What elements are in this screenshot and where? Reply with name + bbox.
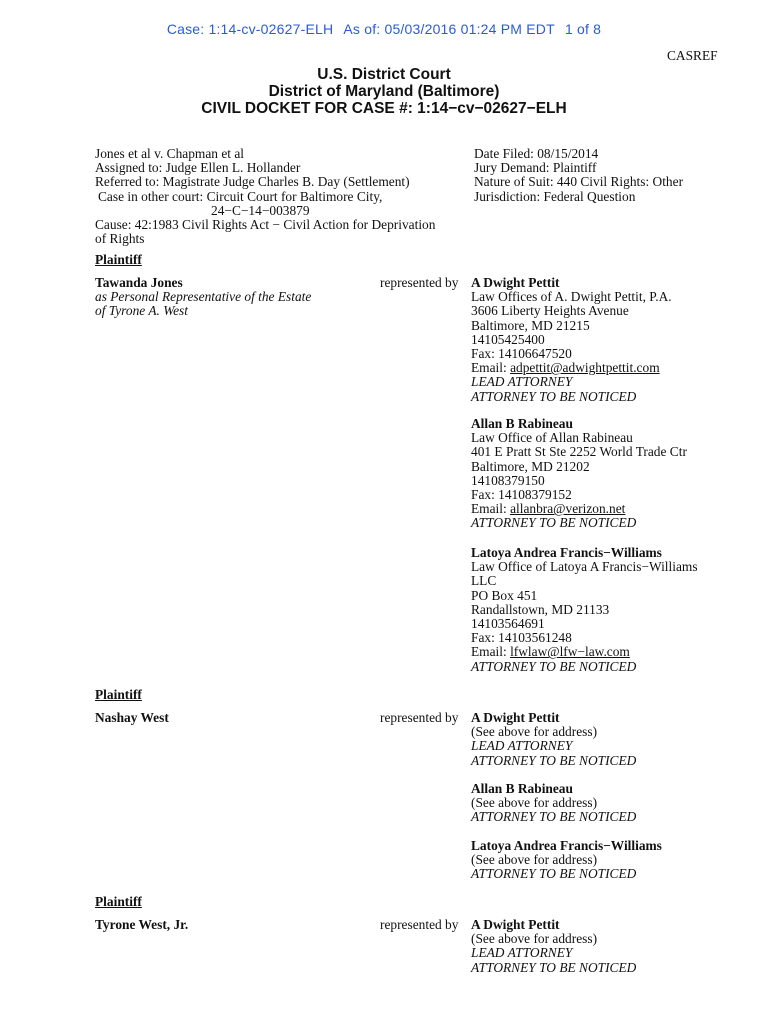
attorney-block: [471, 417, 751, 531]
case-info-right: [474, 147, 744, 204]
date-filed: Date Filed: 08/15/2014: [474, 146, 599, 161]
notice-tag: ATTORNEY TO BE NOTICED: [471, 388, 637, 404]
see-above-note: (See above for address): [471, 931, 598, 947]
lead-attorney-tag: LEAD ATTORNEY: [471, 374, 573, 390]
attorney-block: [471, 918, 751, 975]
case-stamp: [0, 21, 768, 37]
stamp-as-of: As of: 05/03/2016 01:24 PM EDT: [343, 21, 555, 37]
attorney-office-1: Law Office of Latoya A Francis−Williams: [471, 559, 698, 575]
attorney-fax: Fax: 14108379152: [471, 487, 572, 503]
attorney-office: Law Office of Allan Rabineau: [471, 430, 633, 446]
court-district: District of Maryland (Baltimore): [268, 83, 500, 100]
notice-tag: ATTORNEY TO BE NOTICED: [471, 658, 637, 674]
notice-tag: ATTORNEY TO BE NOTICED: [471, 866, 637, 882]
casref-flag: CASREF: [667, 48, 718, 63]
other-court-line-1: Case in other court: Circuit Court for Baltimore City,: [98, 188, 383, 204]
plaintiff-heading: Plaintiff: [95, 894, 142, 909]
nature-of-suit: Nature of Suit: 440 Civil Rights: Other: [474, 174, 684, 190]
email-link[interactable]: lfwlaw@lfw−law.com: [510, 644, 630, 660]
attorney-block: [471, 546, 751, 674]
plaintiff-heading: Plaintiff: [95, 252, 142, 267]
see-above-note: (See above for address): [471, 795, 598, 811]
referred-judge: Referred to: Magistrate Judge Charles B. Day (Settlement): [95, 174, 410, 190]
notice-tag: ATTORNEY TO BE NOTICED: [471, 809, 637, 825]
stamp-page: 1 of 8: [564, 21, 602, 37]
other-court-line-2: 24−C−14−003879: [211, 202, 310, 218]
email-link[interactable]: adpettit@adwightpettit.com: [510, 360, 660, 376]
attorney-fax: Fax: 14106647520: [471, 346, 572, 362]
attorney-block: [471, 276, 751, 404]
court-header: [0, 66, 768, 117]
attorney-name: Allan B Rabineau: [471, 781, 573, 796]
attorney-address-1: PO Box 451: [471, 587, 538, 603]
plaintiff-name: Tyrone West, Jr.: [95, 917, 189, 932]
attorney-email-line: [471, 645, 751, 659]
jurisdiction: Jurisdiction: Federal Question: [474, 188, 636, 204]
email-label: Email:: [471, 644, 511, 660]
attorney-address-1: 401 E Pratt St Ste 2252 World Trade Ctr: [471, 444, 687, 460]
cause-line-2: of Rights: [95, 231, 145, 247]
represented-by-label: represented by: [380, 275, 459, 290]
plaintiff-description-line-1: as Personal Representative of the Estate: [95, 289, 312, 305]
attorney-name: A Dwight Pettit: [471, 710, 560, 725]
attorney-block: [471, 711, 751, 768]
stamp-case-number: Case: 1:14-cv-02627-ELH: [166, 21, 334, 37]
attorney-office: Law Offices of A. Dwight Pettit, P.A.: [471, 289, 672, 305]
attorney-phone: 14105425400: [471, 331, 545, 347]
attorney-address-2: Baltimore, MD 21202: [471, 458, 590, 474]
attorney-email-line: [471, 502, 751, 516]
notice-tag: ATTORNEY TO BE NOTICED: [471, 515, 637, 531]
docket-title: CIVIL DOCKET FOR CASE #: 1:14−cv−02627−ELH: [201, 100, 567, 117]
cause-line-1: Cause: 42:1983 Civil Rights Act − Civil Action for Deprivation: [95, 217, 436, 233]
plaintiff-heading: Plaintiff: [95, 687, 142, 702]
attorney-block: [471, 782, 751, 825]
attorney-email-line: [471, 361, 751, 375]
email-label: Email:: [471, 501, 511, 517]
plaintiff-name-text: Tawanda Jones: [95, 275, 183, 290]
attorney-name: A Dwight Pettit: [471, 275, 560, 290]
attorney-name: A Dwight Pettit: [471, 917, 560, 932]
attorney-address-2: Baltimore, MD 21215: [471, 317, 590, 333]
notice-tag: ATTORNEY TO BE NOTICED: [471, 752, 637, 768]
case-caption: Jones et al v. Chapman et al: [95, 146, 244, 161]
see-above-note: (See above for address): [471, 852, 598, 868]
email-label: Email:: [471, 360, 511, 376]
plaintiff-name: [95, 276, 311, 319]
represented-by-label: represented by: [380, 917, 459, 932]
jury-demand: Jury Demand: Plaintiff: [474, 160, 597, 176]
attorney-name: Latoya Andrea Francis−Williams: [471, 545, 662, 560]
see-above-note: (See above for address): [471, 724, 598, 740]
attorney-phone: 14108379150: [471, 472, 545, 488]
attorney-name: Allan B Rabineau: [471, 416, 573, 431]
plaintiff-name: Nashay West: [95, 710, 169, 725]
attorney-name: Latoya Andrea Francis−Williams: [471, 838, 662, 853]
assigned-judge: Assigned to: Judge Ellen L. Hollander: [95, 160, 301, 176]
case-info-left: [95, 147, 470, 246]
attorney-address-1: 3606 Liberty Heights Avenue: [471, 303, 629, 319]
plaintiff-description-line-2: of Tyrone A. West: [95, 303, 188, 319]
represented-by-label: represented by: [380, 710, 459, 725]
attorney-address-2: Randallstown, MD 21133: [471, 601, 610, 617]
notice-tag: ATTORNEY TO BE NOTICED: [471, 959, 637, 975]
lead-attorney-tag: LEAD ATTORNEY: [471, 945, 573, 961]
lead-attorney-tag: LEAD ATTORNEY: [471, 738, 573, 754]
court-name: U.S. District Court: [317, 66, 451, 83]
attorney-fax: Fax: 14103561248: [471, 630, 572, 646]
attorney-phone: 14103564691: [471, 616, 545, 632]
attorney-office-2: LLC: [471, 573, 497, 589]
email-link[interactable]: allanbra@verizon.net: [510, 501, 626, 517]
attorney-block: [471, 839, 751, 882]
